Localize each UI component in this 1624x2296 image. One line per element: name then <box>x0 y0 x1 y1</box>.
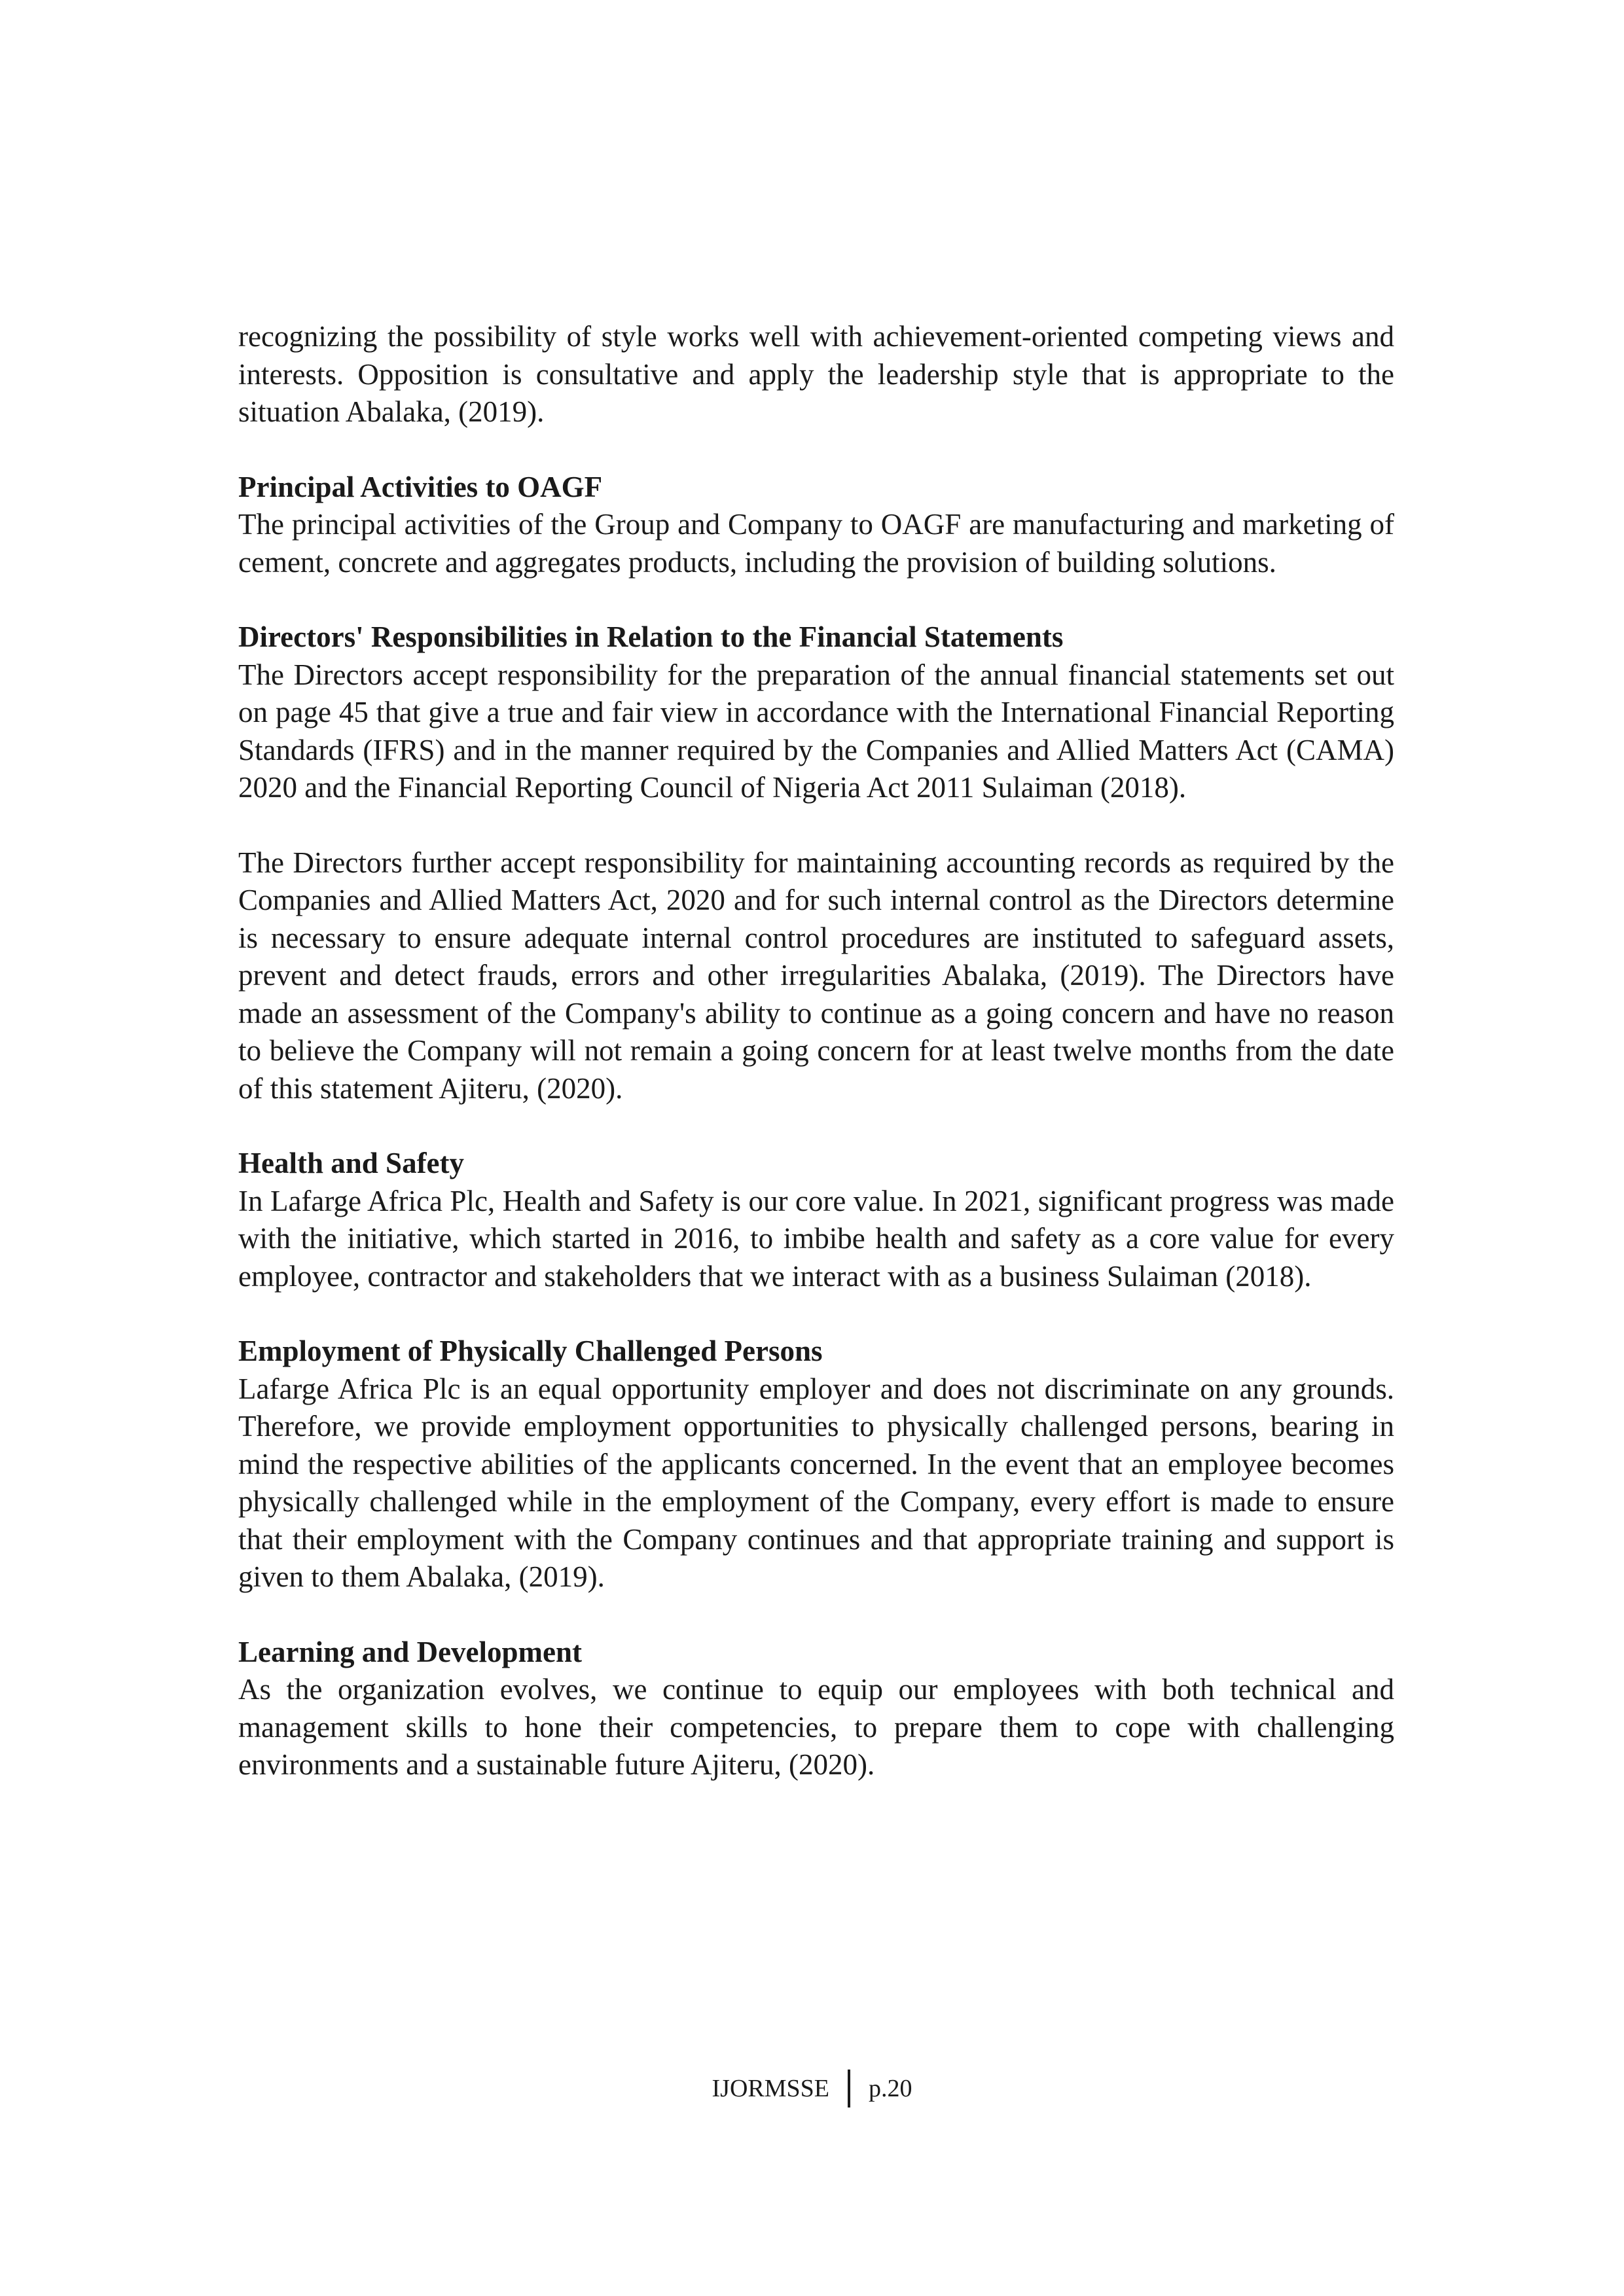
section-learning-and-development <box>238 1634 1394 1784</box>
paragraph: In Lafarge Africa Plc, Health and Safety is our core value. In 2021, significant progress was made with the initiative, which started in 2016, to imbibe health and safety as a core value for every employee, contractor and stakeholders that we interact with as a business Sulaiman (2018). <box>238 1184 1394 1293</box>
paragraph: Lafarge Africa Plc is an equal opportunity employer and does not discriminate on any grounds. Therefore, we provide employment opportunities to physically challenged persons, bearing in mind the respective abilities of the applicants concerned. In the event that an employee becomes physically challenged while in the employment of the Company, every effort is made to ensure that their employment with the Company continues and that appropriate training and support is given to them Abalaka, (2019). <box>238 1372 1394 1593</box>
paragraph: The Directors further accept responsibility for maintaining accounting records as required by the Companies and Allied Matters Act, 2020 and for such internal control as the Directors determine is necessary to ensure adequate internal control procedures are instituted to safeguard assets, prevent and detect frauds, errors and other irregularities Abalaka, (2019). The Directors have made an assessment of the Company's ability to continue as a going concern and have no reason to believe the Company will not remain a going concern for at least twelve months from the date of this statement Ajiteru, (2020). <box>238 846 1394 1105</box>
section-intro-continuation <box>238 318 1394 431</box>
page-number: p.20 <box>869 2075 912 2102</box>
page-body <box>238 318 1394 1821</box>
section-heading: Learning and Development <box>238 1635 583 1668</box>
section-heading: Employment of Physically Challenged Persons <box>238 1335 823 1367</box>
footer-divider <box>848 2070 850 2108</box>
paragraph: The Directors accept responsibility for the preparation of the annual financial statements set out on page 45 that give a true and fair view in accordance with the International Financial Reporting Standards (IFRS) and in the manner required by the Companies and Allied Matters Act (CAMA) 2020 and the Financial Reporting Council of Nigeria Act 2011 Sulaiman (2018). <box>238 658 1394 804</box>
paragraph: The principal activities of the Group and Company to OAGF are manufacturing and marketing of cement, concrete and aggregates products, including the provision of building solutions. <box>238 508 1394 579</box>
section-heading: Principal Activities to OAGF <box>238 470 603 503</box>
journal-name: IJORMSSE <box>712 2075 829 2102</box>
paragraph: As the organization evolves, we continue to equip our employees with both technical and management skills to hone their competencies, to prepare them to cope with challenging environments and a sustainable future Ajiteru, (2020). <box>238 1673 1394 1781</box>
section-heading: Directors' Responsibilities in Relation to the Financial Statements <box>238 620 1064 653</box>
section-employment-physically-challenged <box>238 1333 1394 1596</box>
paragraph: recognizing the possibility of style works well with achievement-oriented competing views and interests. Opposition is consultative and apply the leadership style that is appropriate to the situation Abalaka, (2019). <box>238 320 1394 428</box>
section-principal-activities <box>238 469 1394 582</box>
section-health-and-safety <box>238 1145 1394 1295</box>
section-directors-responsibilities <box>238 619 1394 1107</box>
page-footer <box>0 2070 1624 2108</box>
section-heading: Health and Safety <box>238 1147 465 1179</box>
